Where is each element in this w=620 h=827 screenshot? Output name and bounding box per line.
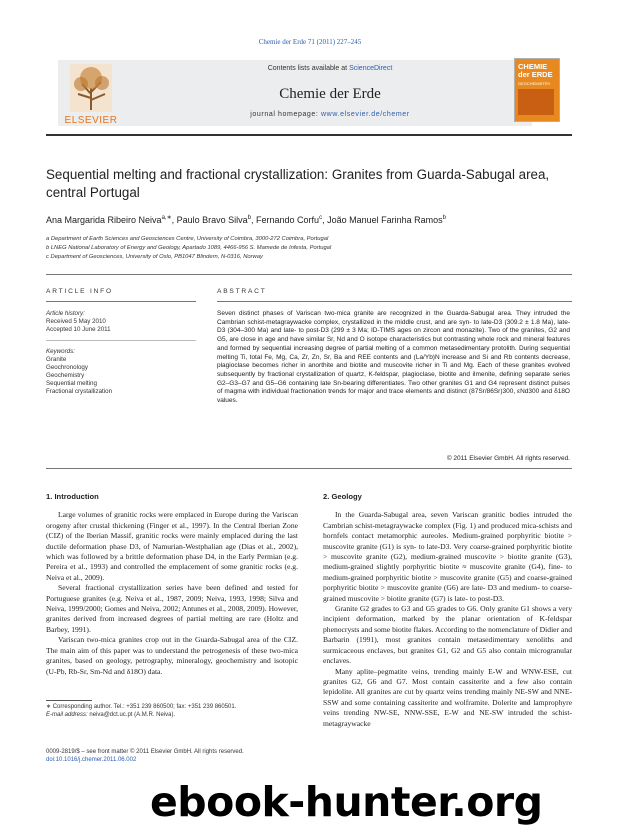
author-list: Ana Margarida Ribeiro Neiva$^{a,∗}$, Paulo Bravo Silva$^b$, Fernando Corfu$^c$, João Manuel Farinha Ramos$^b$: [46, 215, 446, 225]
geology-section: [323, 492, 572, 729]
history-label: Article history:: [46, 310, 85, 317]
journal-cover-thumbnail[interactable]: [514, 58, 560, 122]
intro-paragraph: Variscan two-mica granites crop out in the Guarda-Sabugal area of the CIZ. The main aim of this paper was to understand the petrogenesis of these two-mica granites, based on geology, petrography, mineralogy, geochemistry and isotopic (U-Pb, Rb-Sr, Sm-Nd and δ18O) data.: [46, 635, 298, 676]
keyword: Geochemistry: [46, 372, 85, 379]
article-title: Sequential melting and fractional crystallization: Granites from Guarda-Sabugal area, central Portugal: [46, 167, 550, 200]
geology-paragraph: In the Guarda-Sabugal area, seven Variscan granitic bodies intruded the Cambrian schist-metagraywacke complex (Fig. 1) and produced mica-schists and hornfels contact metamorphic aureoles. Medium-grained porphyritic biotite > muscovite granite (G1) is syn- to late-D3. Very coarse-grained porphyritic biotite > muscovite granite (G2), medium-grained muscovite > biotite granite (G3), medium-grained slightly porphyritic biotite ≈ muscovite granite (G4), fine- to medium-grained porphyritic biotite > muscovite granite (G5) and coarse-grained porphyritic biotite > muscovite granite (G6) are late- D3 and medium- to coarse-grained muscovite > biotite granite (G7) is late- to post-D3.: [323, 510, 572, 603]
watermark: ebook-hunter.org: [150, 778, 543, 826]
corresponding-author-footnote: [46, 703, 298, 719]
cover-image: [518, 89, 554, 115]
author-sup[interactable]: b: [247, 215, 251, 221]
email-link[interactable]: neiva@dct.uc.pt (A.M.R. Neiva).: [89, 712, 176, 718]
author-name[interactable]: Fernando Corfu: [256, 215, 320, 225]
elsevier-logo[interactable]: [60, 62, 122, 128]
front-matter: [46, 748, 298, 764]
history-divider: [46, 340, 196, 341]
keyword: Geochronology: [46, 364, 88, 371]
abstract-heading: ABSTRACT: [217, 288, 267, 295]
affiliation-divider: [46, 274, 572, 275]
geology-paragraph: Granite G2 grades to G3 and G5 grades to G6. Only granite G1 shows a very incipient deformation, marked by the planar orientation of K-feldspar phenocrysts and some biotite flakes. According to the nomenclature of Didier and Barbarin (1991), most granites contain metasedimentary xenoliths and surmicaceous enclaves, but granites G1, G2 and G5 also contain microgranular enclaves.: [323, 604, 572, 666]
author-sup[interactable]: b: [442, 215, 446, 221]
author-name[interactable]: João Manuel Farinha Ramos: [327, 215, 443, 225]
keyword: Fractional crystallization: [46, 388, 113, 395]
footnote-divider: [46, 700, 92, 701]
received-date: Received 5 May 2010: [46, 318, 106, 325]
introduction-section: [46, 492, 298, 677]
header-divider: [46, 134, 572, 136]
journal-homepage: [180, 111, 480, 118]
author-sup[interactable]: a,∗: [161, 215, 172, 221]
homepage-link[interactable]: www.elsevier.de/chemer: [321, 111, 410, 118]
accepted-date: Accepted 10 June 2011: [46, 326, 111, 333]
affiliation-c: c Department of Geosciences, University of Oslo, PB1047 Blindern, N-0316, Norway: [46, 254, 263, 260]
contents-availability: [180, 65, 480, 72]
doi-link[interactable]: doi:10.1016/j.chemer.2011.06.002: [46, 757, 137, 763]
abstract-divider: [217, 301, 572, 302]
corresponding-author: ∗ Corresponding author. Tel.: +351 239 860500; fax: +351 239 860501.: [46, 704, 237, 710]
abstract-text: Seven distinct phases of Variscan two-mica granite are recognized in the Guarda-Sabugal area. They intruded the Cambrian schist-metagraywacke complex, crystallized in the middle crust, and are syn- to late-D3 (309.2 ± 1.8 Ma), late-D3 (304–300 Ma) and late- to post-D3 (299 ± 3 Ma; ID-TIMS ages on zircon and monazite). Two of the granites, G2 and G5, are close in age and have similar Sr, Nd and O isotope characteristics but contrasting whole rock and mineral features and formed by sequential increasing degree of partial melting of a common metasedimentary protolith. During sequential melting Ti, total Fe, Mg, Ca, Zr, Zn, Sr, Ba and REE contents and (La/Yb)N increase and Si and Rb contents decrease, plagioclase becomes richer in anorthite and biotite and muscovite richer in Ti and Mg. Each of these granites evolved subsequently by fractional crystallization of quartz, K-feldspar, plagioclase, biotite and ilmenite, defining separate series G2–G3–G7 and G5–G6 containing late Sn-bearing differentiates. Two other granites G1 and G4 represent distinct pulses of magma with individual fractionation trends for major and trace elements and distinct (87Sr/86Sr)300, εNd300 and δ18O values.: [217, 310, 570, 405]
article-info-divider: [46, 301, 196, 302]
intro-paragraph: Several fractional crystallization series have been defined and tested for Portuguese granites (e.g. Neiva et al., 1987, 2009; Neiva, 1993, 1998; Silva and Neiva, 1999/2000; Gomes and Neiva, 2002; Antunes et al., 2008, 2009). However, granites derived from increased degrees of partial melting are rare (Holtz and Barbey, 1991).: [46, 583, 298, 634]
abstract-copyright: © 2011 Elsevier GmbH. All rights reserved.: [446, 455, 570, 462]
journal-reference[interactable]: Chemie der Erde 71 (2011) 227–245: [258, 38, 362, 46]
introduction-heading: 1. Introduction: [46, 492, 99, 501]
elsevier-wordmark: ELSEVIER: [64, 115, 118, 126]
author-sup[interactable]: c: [319, 215, 323, 221]
journal-name: Chemie der Erde: [279, 86, 381, 102]
keywords-label: Keywords:: [46, 348, 75, 355]
sciencedirect-link[interactable]: ScienceDirect: [349, 65, 393, 72]
author-name[interactable]: Paulo Bravo Silva: [176, 215, 248, 225]
keywords-block: [46, 348, 176, 396]
issn-line: 0009-2819/$ – see front matter © 2011 Elsevier GmbH. All rights reserved.: [46, 749, 244, 755]
geology-heading: 2. Geology: [323, 492, 362, 501]
contents-prefix: Contents lists available at: [267, 65, 348, 72]
affiliation-b: b LNEG National Laboratory of Energy and Geology, Apartado 1089, 4466-956 S. Mamede de Infesta, Portugal: [46, 245, 332, 251]
abstract-bottom-divider: [46, 468, 572, 469]
article-info-heading: ARTICLE INFO: [46, 288, 113, 295]
author-name[interactable]: Ana Margarida Ribeiro Neiva: [46, 215, 162, 225]
geology-paragraph: Many aplite–pegmatite veins, trending mainly E-W and WNW-ESE, cut granites G2, G6 and G7. Most contain cassiterite and a few also contain lepidolite. All granites are cut by quartz veins trending mainly NE-SW and NNE-SSW and some containing cassiterite and wolframite. Dolerite and lamprophyre veins trending NW-SE, NNW-SSE, E-W and NE-SW intruded the schist-metagraywacke: [323, 666, 572, 728]
cover-subtitle: GEOCHEMISTRY: [518, 81, 551, 86]
intro-paragraph: Large volumes of granitic rocks were emplaced in Europe during the Variscan orogeny after crustal thickening (Finger et al., 1997). In the Central Iberian Zone (CIZ) of the Iberian Massif, granitic rocks were mainly emplaced during the last ductile deformation phase D3, of Namurian-Westphalian age (Dias et al., 2002), which was followed by a brittle deformation phase D4, in the Early Permian (e.g. Pereira et al., 1993) and controlled the emplacement of some granitic rocks (e.g. Neiva et al., 2009).: [46, 510, 298, 582]
homepage-prefix: journal homepage:: [250, 111, 319, 118]
elsevier-tree-icon: [70, 64, 112, 112]
article-history: [46, 310, 176, 334]
cover-title: CHEMIE der ERDE: [518, 62, 553, 79]
email-label: E-mail address:: [46, 712, 88, 718]
keyword: Granite: [46, 356, 67, 363]
keyword: Sequential melting: [46, 380, 97, 387]
affiliation-a: a Department of Earth Sciences and Geosciences Centre, University of Coimbra, 3000-272 Coimbra, Portugal: [46, 236, 329, 242]
